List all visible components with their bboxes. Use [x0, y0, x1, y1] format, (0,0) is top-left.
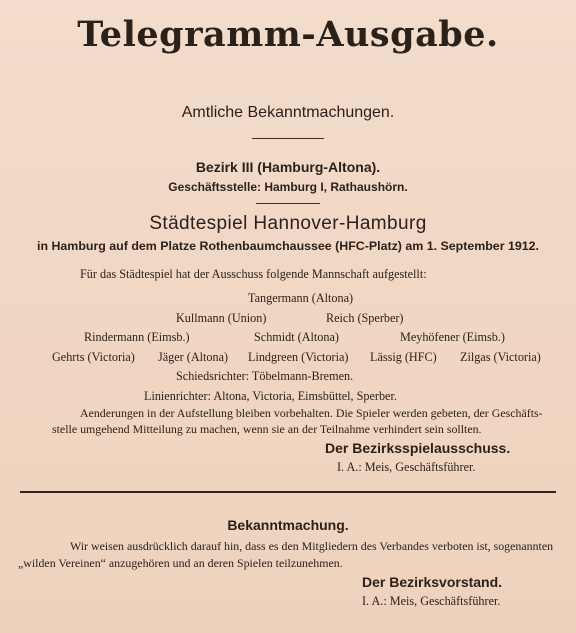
player-goalkeeper: Tangermann (Altona): [248, 291, 354, 305]
player-back-2: Reich (Sperber): [326, 311, 404, 325]
divider: [252, 138, 324, 139]
section-heading-official: Amtliche Bekanntmachungen.: [181, 104, 395, 121]
player-forward-4: Lässig (HFC): [370, 350, 437, 364]
note-line-2: stelle umgehend Mitteilung zu machen, wenn sie an der Teilnahme verhindert sein sollten.: [52, 422, 482, 436]
signer-board: I. A.: Meis, Geschäftsführer.: [362, 594, 501, 608]
player-halfback-1: Rindermann (Eimsb.): [84, 330, 190, 344]
match-title: Städtespiel Hannover-Hamburg: [149, 213, 427, 234]
section-divider: [20, 491, 556, 493]
referee: Schiedsrichter: Töbelmann-Bremen.: [176, 369, 354, 383]
player-halfback-2: Schmidt (Altona): [254, 330, 339, 344]
player-halfback-3: Meyhöfener (Eimsb.): [400, 330, 505, 344]
signer-committee: I. A.: Meis, Geschäftsführer.: [337, 460, 476, 474]
player-forward-1: Gehrts (Victoria): [52, 350, 135, 364]
team-intro: Für das Städtespiel hat der Ausschuss folgende Mannschaft aufgestellt:: [80, 267, 427, 281]
notice-line-2: „wilden Vereinen“ anzugehören und an deren Spielen teilzunehmen.: [18, 556, 343, 570]
page-title: Telegramm-Ausgabe.: [77, 14, 499, 55]
player-forward-5: Zilgas (Victoria): [460, 350, 541, 364]
district-name: Bezirk III (Hamburg-Altona).: [195, 159, 381, 175]
signature-committee: Der Bezirksspielausschuss.: [325, 440, 511, 456]
notice-line-1: Wir weisen ausdrücklich darauf hin, dass es den Mitgliedern des Verbandes verboten ist, sogenannten: [70, 539, 554, 553]
player-back-1: Kullmann (Union): [176, 311, 267, 325]
player-forward-3: Lindgreen (Victoria): [248, 350, 349, 364]
note-line-1: Aenderungen in der Aufstellung bleiben vorbehalten. Die Spieler werden gebeten, der Geschäfts-: [80, 406, 543, 420]
signature-board: Der Bezirksvorstand.: [362, 574, 503, 590]
player-forward-2: Jäger (Altona): [158, 350, 229, 364]
linesmen: Linienrichter: Altona, Victoria, Eimsbüttel, Sperber.: [144, 389, 397, 403]
district-office: Geschäftsstelle: Hamburg I, Rathaushörn.: [168, 180, 408, 194]
divider: [256, 203, 320, 204]
match-subtitle: in Hamburg auf dem Platze Rothenbaumchaussee (HFC-Platz) am 1. September 1912.: [37, 239, 539, 253]
notice-title: Bekanntmachung.: [227, 517, 349, 533]
